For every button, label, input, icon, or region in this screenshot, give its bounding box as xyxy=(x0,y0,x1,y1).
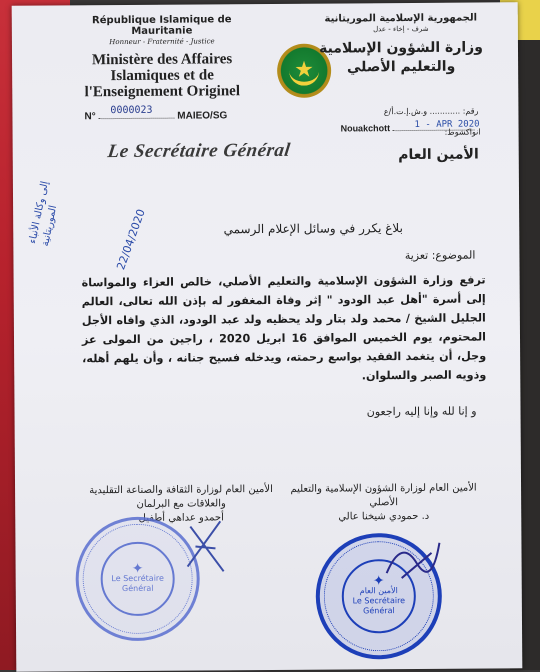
signature-right-name: د. حمودي شيخنا عالي xyxy=(338,510,430,523)
national-emblem-icon: ★ xyxy=(277,44,331,98)
stamp-left-line2: Général xyxy=(121,583,154,594)
date-label-ar: انواكشوط: xyxy=(444,127,481,137)
reference-number-ar: رقم: ............ و.ش.إ.ت.أ/ع xyxy=(383,106,479,117)
republic-ar: الجمهورية الإسلامية الموريتانية xyxy=(324,12,478,25)
stamp-right-center: ✦ الأمين العام Le Secrétaire Général xyxy=(342,559,417,634)
republic-fr: République Islamique de Mauritanie xyxy=(91,14,232,37)
reference-number xyxy=(84,110,227,122)
document-page xyxy=(12,2,523,672)
number-suffix: MAIEO/SG xyxy=(177,110,228,122)
stamp-left-line1: Le Secrétaire xyxy=(111,573,164,584)
number-label: N° xyxy=(84,111,96,123)
closing-verse: و إنا لله وإنا إليه راجعون xyxy=(366,404,477,419)
signature-left-name: أحمدو عداهي أطفيل xyxy=(138,512,224,524)
date-stamp: 1 - APR 2020 xyxy=(414,119,480,130)
motto-fr: Honneur - Fraternité - Justice xyxy=(109,37,215,47)
ministry-ar: وزارة الشؤون الإسلامية والتعليم الأصلي xyxy=(318,39,483,76)
motto-ar: شرف - إخاء - عدل xyxy=(373,24,429,34)
signature-scrawl-left-icon xyxy=(185,516,225,576)
number-handwritten: 0000023 xyxy=(110,104,153,117)
stamp-right-line3: Général xyxy=(363,606,395,616)
place: Nouakchott xyxy=(340,123,391,134)
stamp-right-line2: Le Secrétaire xyxy=(352,596,406,606)
handwritten-date: 22/04/2020 xyxy=(114,207,148,272)
signature-right-title: الأمين العام لوزارة الشؤون الإسلامية والتعليم الأصلي xyxy=(290,482,477,509)
document-subject: الموضوع: تعزية xyxy=(404,248,476,263)
signature-block-right xyxy=(286,482,481,525)
secretary-general-fr: Le Secrétaire Général xyxy=(106,139,292,163)
signature-block-left xyxy=(71,483,291,527)
stamp-right-line1: الأمين العام xyxy=(359,586,398,596)
document-title: بلاغ يكرر في وسائل الإعلام الرسمي xyxy=(223,221,403,237)
handwritten-note: إلى وكالة الأنباء الموريتانية xyxy=(27,180,60,248)
stamp-left-center: ✦ Le Secrétaire Général xyxy=(100,542,175,617)
signature-left-title: الأمين العام لوزارة الثقافة والصناعة التقليدية والعلاقات مع البرلمان xyxy=(89,483,273,510)
signature-scrawl-right-icon xyxy=(381,533,441,593)
secretary-general-ar: الأمين العام xyxy=(398,146,479,164)
stamp-left xyxy=(75,516,200,641)
ministry-fr: Ministère des Affaires Islamiques et de l'Enseignement Originel xyxy=(84,51,241,101)
header-french xyxy=(62,14,263,100)
header-arabic xyxy=(306,12,496,77)
document-body: ترفع وزارة الشؤون الإسلامية والتعليم الأصلي، خالص العزاء والمواساة إلى أسرة "أهل عبد الودود " إثر وفاة المغفور له بإذن الله تعالى، العالم الجليل الشيخ / محمد ولد بتار ولد يحظيه ولد عبد الودود، الذي وافاه الأجل المحتوم، يوم الخميس الموافق 16 ابريل 2020 ، راجين من المولى عز وجل، أن يتغمد الفقيد بواسع رحمته، ويدخله فسيح جنانه ، وأن يلهم أهله، وذويه الصبر والسلوان. xyxy=(81,273,487,383)
